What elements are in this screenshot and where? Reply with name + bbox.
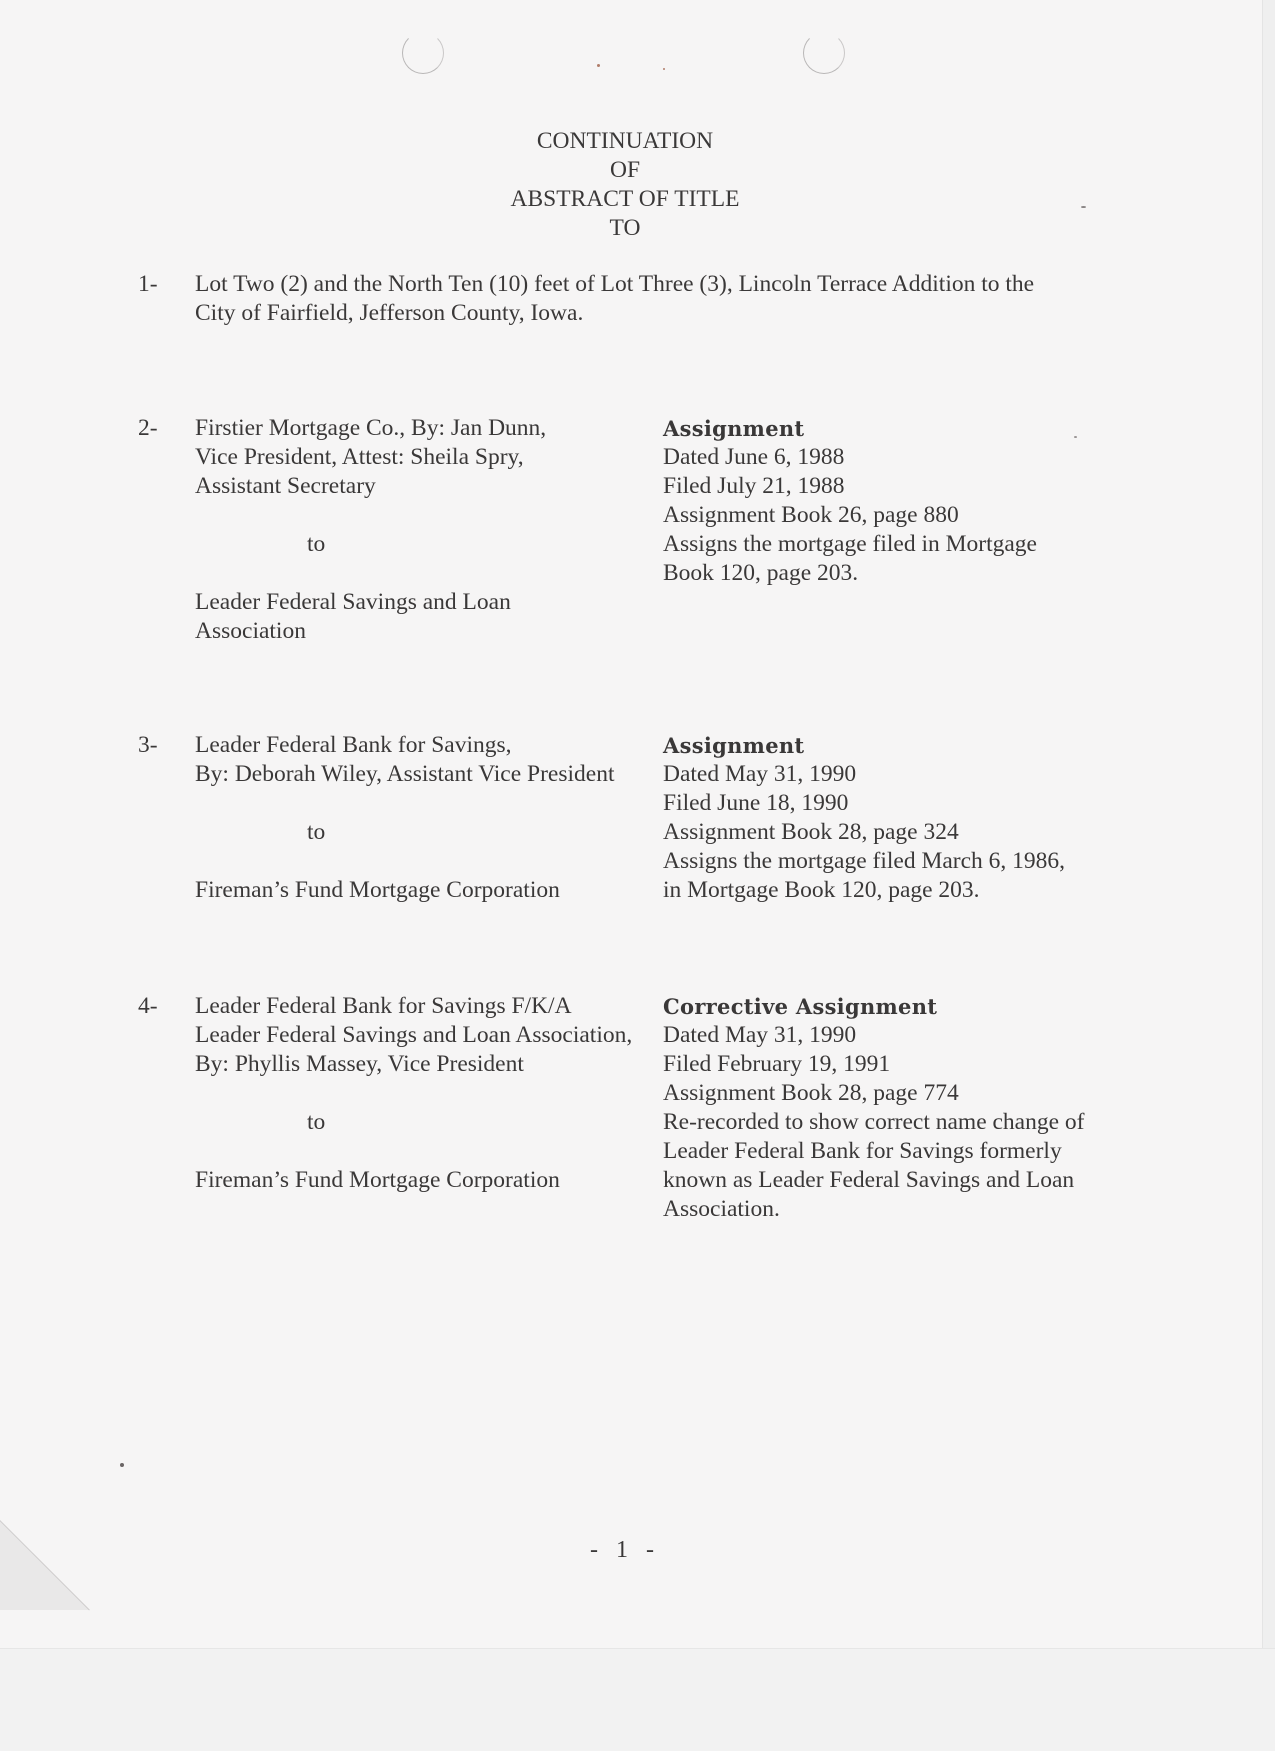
entry-parties bbox=[195, 414, 655, 646]
paper-speck bbox=[597, 64, 600, 67]
to-label: to bbox=[307, 819, 326, 845]
instrument-detail: Assigns the mortgage filed in Mortgage bbox=[663, 531, 1037, 557]
instrument-type: Assignment bbox=[663, 733, 805, 758]
entry-number: 3- bbox=[138, 732, 158, 758]
to-label: to bbox=[307, 1109, 326, 1135]
legal-line: City of Fairfield, Jefferson County, Iowa. bbox=[195, 300, 584, 326]
paper-speck bbox=[1074, 436, 1077, 438]
legal-description bbox=[195, 270, 1135, 328]
document-title bbox=[475, 127, 775, 243]
grantor-line: Firstier Mortgage Co., By: Jan Dunn, bbox=[195, 415, 547, 441]
entry-parties bbox=[195, 992, 655, 1195]
punch-hole-right bbox=[803, 32, 845, 74]
grantor-line: Assistant Secretary bbox=[195, 473, 376, 499]
legal-line: Lot Two (2) and the North Ten (10) feet of Lot Three (3), Lincoln Terrace Addition to the bbox=[195, 271, 1035, 297]
scan-edge-bottom bbox=[0, 1648, 1275, 1751]
entry-number: 2- bbox=[138, 415, 158, 441]
paper-speck bbox=[120, 1463, 124, 1467]
instrument-detail: Assignment Book 28, page 324 bbox=[663, 819, 959, 845]
entry-instrument bbox=[663, 414, 1133, 588]
entry-number: 1- bbox=[138, 271, 158, 297]
instrument-detail: Book 120, page 203. bbox=[663, 560, 859, 586]
grantee-line: Association bbox=[195, 618, 306, 644]
instrument-detail: Dated May 31, 1990 bbox=[663, 761, 857, 787]
instrument-detail: Filed July 21, 1988 bbox=[663, 473, 845, 499]
scan-edge-right bbox=[1262, 0, 1275, 1750]
grantor-line: By: Deborah Wiley, Assistant Vice President bbox=[195, 761, 615, 787]
instrument-type: Corrective Assignment bbox=[663, 994, 938, 1019]
grantee-line: Leader Federal Savings and Loan bbox=[195, 589, 511, 615]
grantee-line: Fireman’s Fund Mortgage Corporation bbox=[195, 877, 560, 903]
to-label: to bbox=[307, 531, 326, 557]
instrument-detail: Assigns the mortgage filed March 6, 1986, bbox=[663, 848, 1066, 874]
instrument-detail: Dated May 31, 1990 bbox=[663, 1022, 857, 1048]
instrument-detail: Leader Federal Bank for Savings formerly bbox=[663, 1138, 1062, 1164]
title-line: TO bbox=[609, 215, 641, 241]
instrument-type: Assignment bbox=[663, 416, 805, 441]
grantor-line: Leader Federal Bank for Savings, bbox=[195, 732, 512, 758]
paper-speck bbox=[663, 68, 665, 70]
instrument-detail: Dated June 6, 1988 bbox=[663, 444, 845, 470]
entry-instrument bbox=[663, 992, 1133, 1224]
entry-number: 4- bbox=[138, 993, 158, 1019]
page-number: - 1 - bbox=[590, 1537, 660, 1563]
entry-parties bbox=[195, 731, 655, 905]
title-line: ABSTRACT OF TITLE bbox=[510, 186, 740, 212]
instrument-detail: Assignment Book 26, page 880 bbox=[663, 502, 959, 528]
grantor-line: Vice President, Attest: Sheila Spry, bbox=[195, 444, 524, 470]
punch-hole-left bbox=[402, 32, 444, 74]
instrument-detail: Association. bbox=[663, 1196, 780, 1222]
grantor-line: By: Phyllis Massey, Vice President bbox=[195, 1051, 524, 1077]
paper-speck bbox=[1081, 206, 1086, 208]
title-line: OF bbox=[609, 157, 641, 183]
instrument-detail: Assignment Book 28, page 774 bbox=[663, 1080, 959, 1106]
instrument-detail: known as Leader Federal Savings and Loan bbox=[663, 1167, 1075, 1193]
instrument-detail: in Mortgage Book 120, page 203. bbox=[663, 877, 980, 903]
instrument-detail: Filed February 19, 1991 bbox=[663, 1051, 891, 1077]
title-line: CONTINUATION bbox=[536, 128, 714, 154]
instrument-detail: Re-recorded to show correct name change of bbox=[663, 1109, 1085, 1135]
instrument-detail: Filed June 18, 1990 bbox=[663, 790, 849, 816]
grantor-line: Leader Federal Savings and Loan Association, bbox=[195, 1022, 633, 1048]
entry-instrument bbox=[663, 731, 1133, 905]
grantor-line: Leader Federal Bank for Savings F/K/A bbox=[195, 993, 572, 1019]
grantee-line: Fireman’s Fund Mortgage Corporation bbox=[195, 1167, 560, 1193]
